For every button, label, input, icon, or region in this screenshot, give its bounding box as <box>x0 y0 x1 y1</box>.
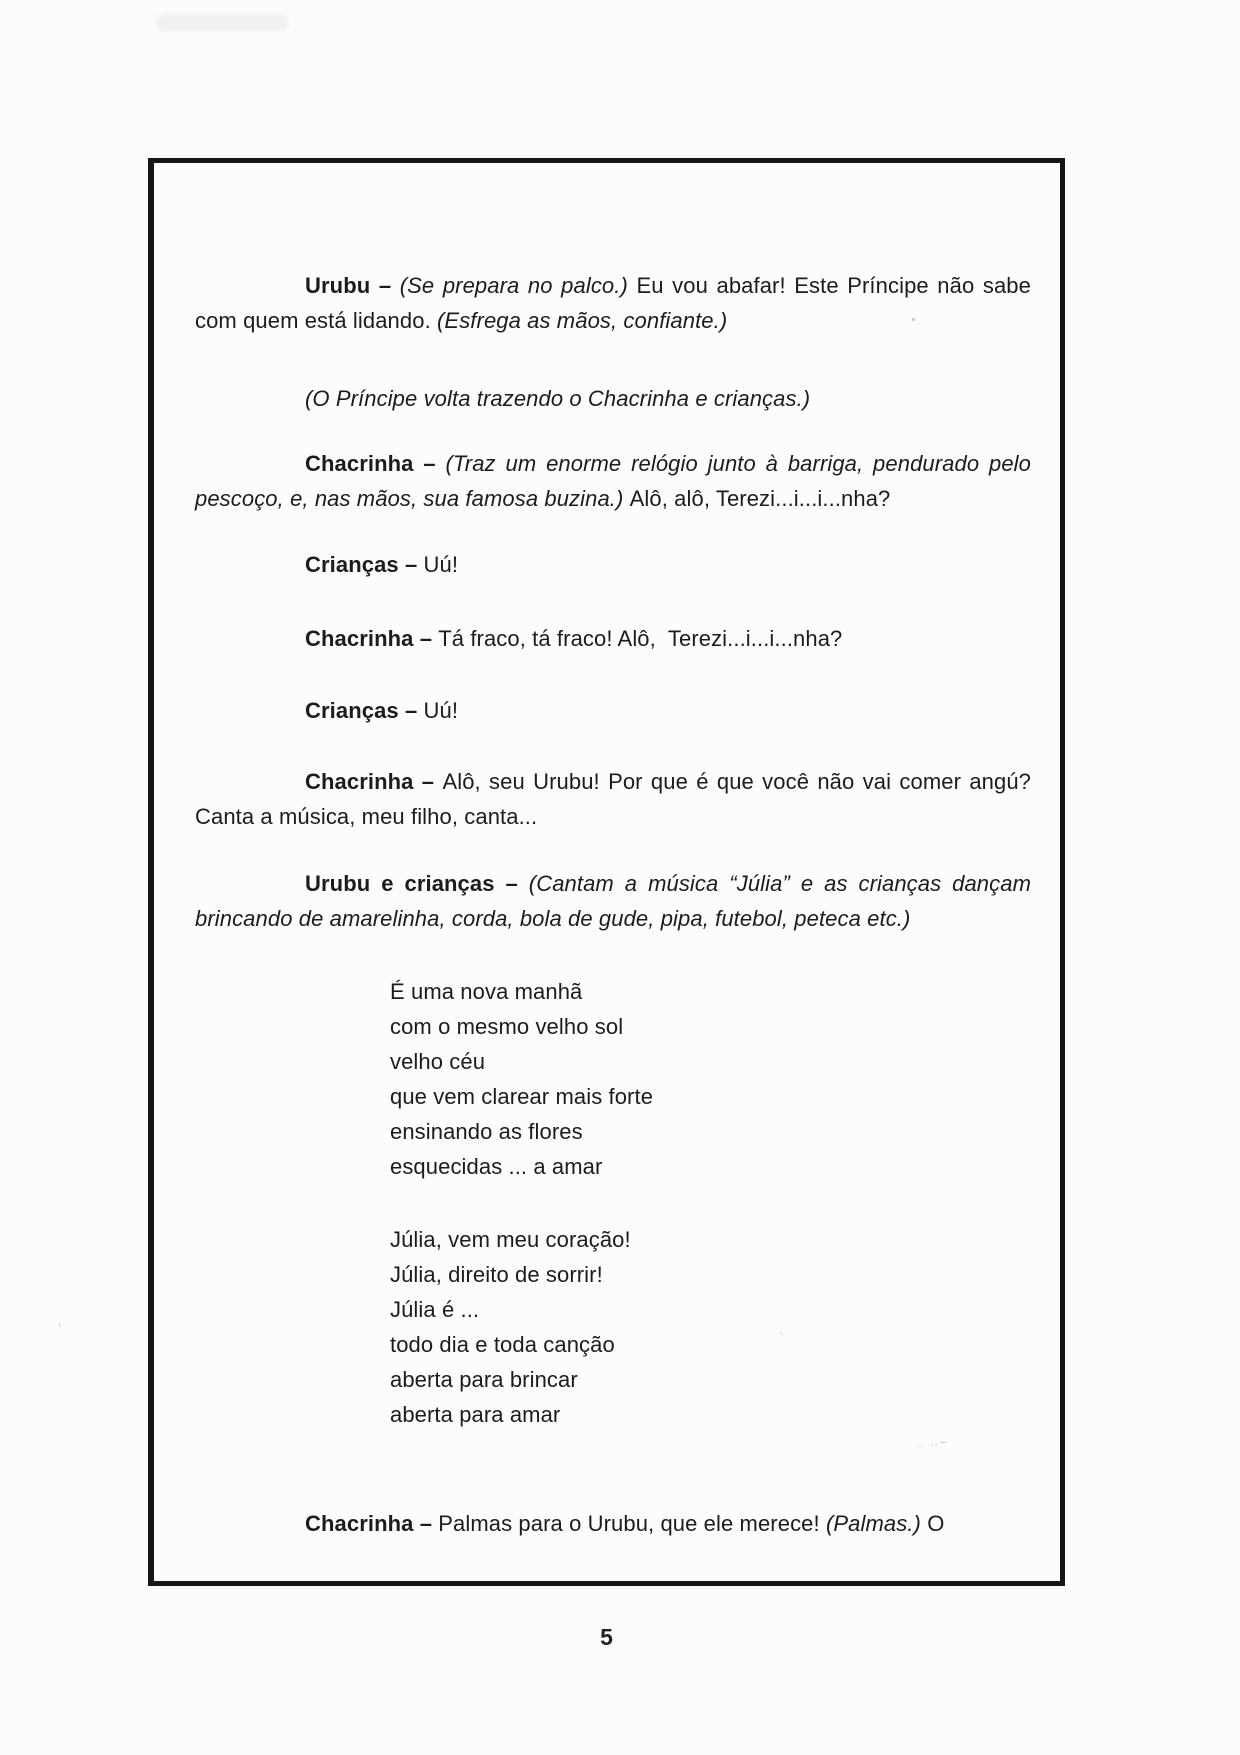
dialogue-text: O <box>927 1511 945 1536</box>
speaker-name: Chacrinha – <box>305 451 446 476</box>
song-line: aberta para brincar <box>390 1367 578 1392</box>
speaker-name: Urubu – <box>305 273 400 298</box>
stage-direction-inline: (Traz um enorme relógio junto à barriga, pendurado pelo pescoço, e, nas mãos, sua famosa buzina.) <box>195 451 1031 511</box>
song-line: esquecidas ... a amar <box>390 1154 603 1179</box>
song-line: ensinando as flores <box>390 1119 583 1144</box>
stage-direction-text: (O Príncipe volta trazendo o Chacrinha e crianças.) <box>305 386 811 411</box>
dialogue-criancas-1 <box>195 547 1031 582</box>
song-line: Júlia é ... <box>390 1297 480 1322</box>
scan-tick-near-song: ` <box>776 1329 784 1346</box>
speaker-name: Crianças – <box>305 552 424 577</box>
dialogue-text: Tá fraco, tá fraco! Alô, Terezi...i...i...nha? <box>438 626 843 651</box>
dialogue-text: Alô, alô, Terezi...i...i...nha? <box>629 486 891 511</box>
dialogue-urubu <box>195 268 1031 338</box>
speaker-name: Urubu e crianças – <box>305 871 529 896</box>
song-line: velho céu <box>390 1049 486 1074</box>
dialogue-text: Uú! <box>423 698 459 723</box>
stage-direction-inline: (Se prepara no palco.) <box>399 273 637 298</box>
song-line: Júlia, direito de sorrir! <box>390 1262 603 1287</box>
scan-smudge-top-left <box>156 14 288 31</box>
dialogue-chacrinha-1 <box>195 446 1031 516</box>
stage-direction-inline: (Esfrega as mãos, confiante.) <box>437 308 728 333</box>
song-line: aberta para amar <box>390 1402 561 1427</box>
song-stanza-1 <box>390 974 653 1184</box>
speaker-name: Crianças – <box>305 698 424 723</box>
dialogue-text: Alô, seu Urubu! Por que é que você não vai comer angú? Canta a música, meu filho, canta... <box>195 769 1031 829</box>
dialogue-chacrinha-3 <box>195 764 1031 834</box>
dialogue-criancas-2 <box>195 693 1031 728</box>
song-line: É uma nova manhã <box>390 979 583 1004</box>
dialogue-urubu-criancas <box>195 866 1031 936</box>
dialogue-text: Palmas para o Urubu, que ele merece! <box>438 1511 826 1536</box>
speaker-name: Chacrinha – <box>305 626 439 651</box>
song-line: com o mesmo velho sol <box>390 1014 624 1039</box>
dialogue-chacrinha-4 <box>195 1506 1031 1541</box>
dialogue-text: Uú! <box>423 552 459 577</box>
song-line: todo dia e toda canção <box>390 1332 615 1357</box>
song-line: que vem clarear mais forte <box>390 1084 654 1109</box>
stage-direction-paragraph <box>195 381 1031 416</box>
stage-direction-inline: (Cantam a música “Júlia” e as crianças dançam brincando de amarelinha, corda, bola de gude, pipa, futebol, peteca etc.) <box>195 871 1032 931</box>
song-line: Júlia, vem meu coração! <box>390 1227 631 1252</box>
stage-direction-inline: (Palmas.) <box>825 1511 928 1536</box>
speaker-name: Chacrinha – <box>305 1511 439 1536</box>
dialogue-chacrinha-2 <box>195 621 1031 656</box>
dialogue-text: Eu vou abafar! Este Príncipe não sabe com quem está lidando. <box>195 273 1031 333</box>
song-stanza-2 <box>390 1222 631 1432</box>
scan-tick-left-margin: ’ <box>58 1320 62 1336</box>
page-number: 5 <box>600 1624 613 1650</box>
speaker-name: Chacrinha – <box>305 769 443 794</box>
scan-smudge-pencil: ‥ ‥– <box>915 1435 949 1451</box>
